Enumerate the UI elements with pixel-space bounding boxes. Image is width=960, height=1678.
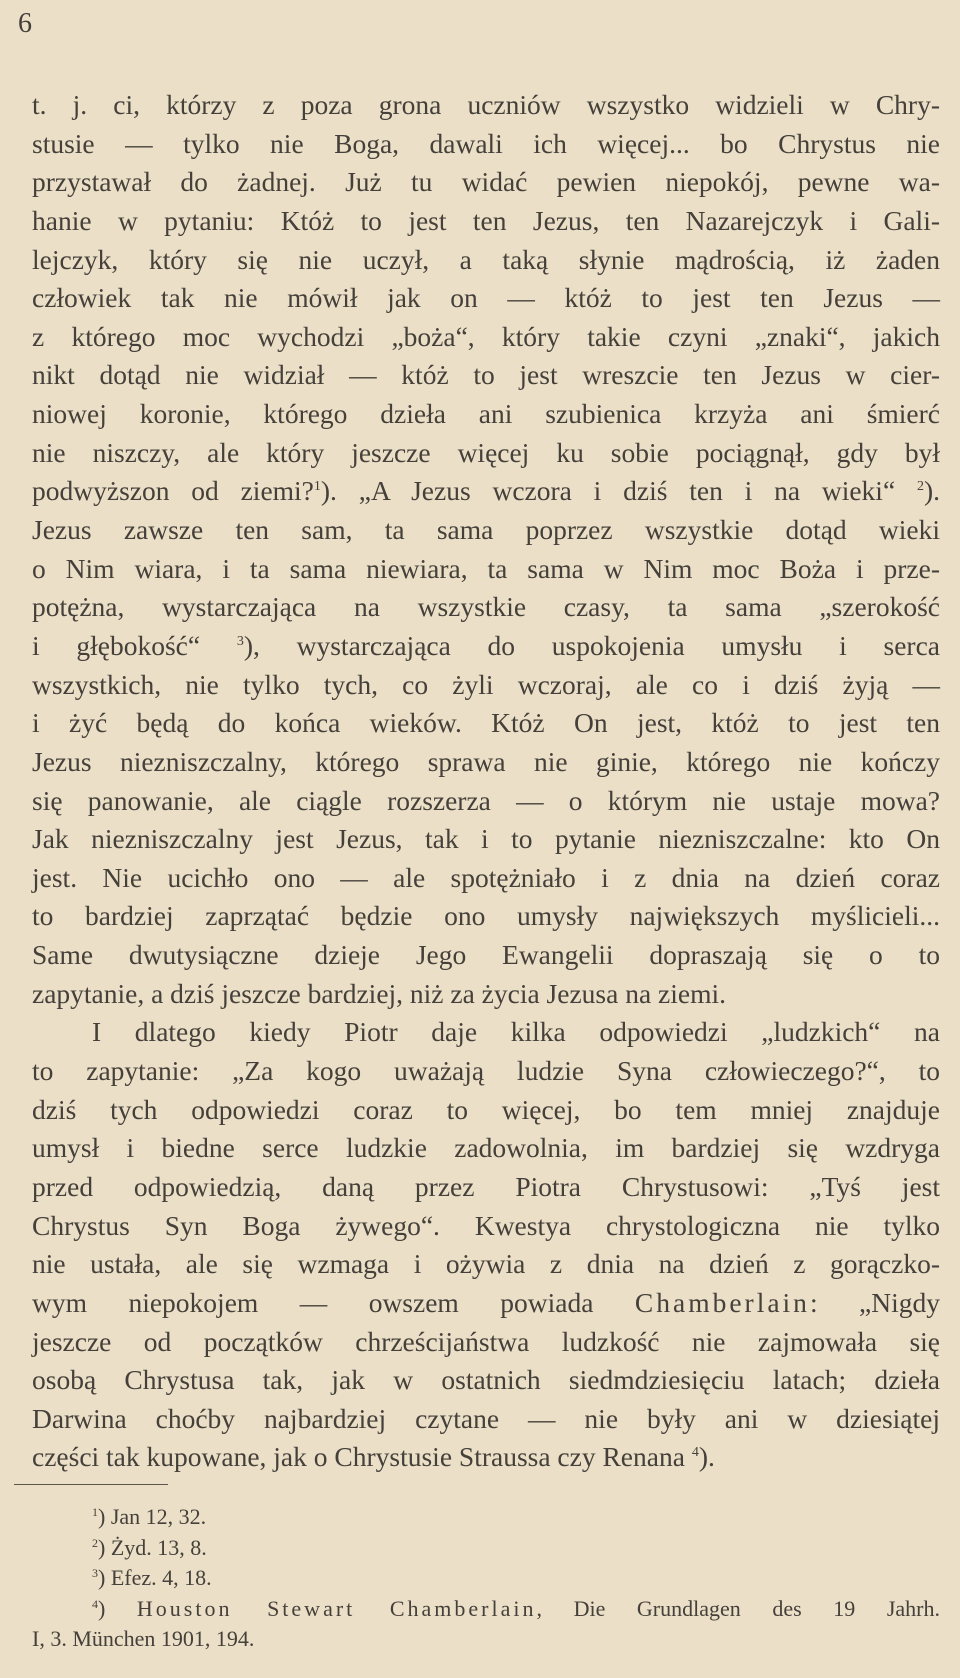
text-run: i żyć będą do końca wieków. Któż On jest, któż to jest ten bbox=[32, 707, 940, 739]
body-text bbox=[32, 86, 940, 1477]
text-line bbox=[32, 1361, 940, 1400]
text-run: Jak niezniszczalny jest Jezus, tak i to pytanie niezniszczalne: kto On bbox=[32, 823, 940, 855]
text-run: Same dwutysiączne dzieje Jego Ewangelii dopraszają się o to bbox=[32, 939, 940, 971]
text-line bbox=[32, 1207, 940, 1246]
text-line bbox=[32, 859, 940, 898]
footnote bbox=[32, 1594, 940, 1625]
text-run: jest. Nie ucichło ono — ale spotężniało i z dnia na dzień coraz bbox=[32, 861, 940, 893]
footnote-reference: 1 bbox=[313, 479, 321, 495]
text-run: wym niepokojem — owszem powiada bbox=[32, 1286, 635, 1318]
text-run: ), wystarczająca do uspokojenia umysłu i serca bbox=[243, 629, 941, 661]
text-run: części tak kupowane, jak o Chrystusie Straussa czy Renana bbox=[32, 1441, 692, 1473]
text-line bbox=[32, 86, 940, 125]
text-line bbox=[32, 434, 940, 473]
text-line bbox=[32, 666, 940, 705]
text-line bbox=[32, 318, 940, 357]
text-line bbox=[32, 1400, 940, 1439]
text-run: : „Nigdy bbox=[809, 1286, 940, 1318]
text-line bbox=[32, 356, 940, 395]
text-run: zapytanie, a dziś jeszcze bardziej, niż za życia Jezusa na ziemi. bbox=[32, 977, 726, 1009]
text-line bbox=[32, 511, 940, 550]
text-run: Houston Stewart Chamberlain bbox=[136, 1595, 537, 1621]
text-run: t. j. ci, którzy z poza grona uczniów wszystko widzieli w Chry- bbox=[32, 89, 940, 120]
text-line bbox=[32, 163, 940, 202]
text-run: niowej koronie, którego dzieła ani szubienica krzyża ani śmierć bbox=[32, 398, 940, 430]
text-run: I, 3. München 1901, 194. bbox=[32, 1626, 255, 1651]
text-run: ) bbox=[98, 1595, 137, 1621]
text-line bbox=[32, 1323, 940, 1362]
footnote bbox=[32, 1533, 940, 1564]
footnotes bbox=[32, 1502, 940, 1655]
text-run: potężna, wystarczająca na wszystkie czasy, ta sama „szerokość bbox=[32, 591, 940, 623]
text-run: to bardziej zaprzątać będzie ono umysły największych myślicieli... bbox=[32, 900, 940, 932]
footnote-reference: 1 bbox=[92, 1505, 98, 1519]
text-line bbox=[32, 395, 940, 434]
text-run: ). „A Jezus wczora i dziś ten i na wieki“ bbox=[320, 475, 917, 507]
text-run: Darwina choćby najbardziej czytane — nie były ani w dziesiątej bbox=[32, 1402, 940, 1434]
text-line bbox=[32, 1052, 940, 1091]
footnote-reference: 2 bbox=[92, 1535, 98, 1550]
text-line bbox=[32, 1284, 940, 1323]
text-line bbox=[32, 936, 940, 975]
footnote-separator bbox=[14, 1484, 168, 1485]
text-line bbox=[32, 1091, 940, 1130]
text-run: Chrystus Syn Boga żywego“. Kwestya chrystologiczna nie tylko bbox=[32, 1209, 940, 1241]
text-run: z którego moc wychodzi „boża“, który takie czyni „znaki“, jakich bbox=[32, 320, 940, 352]
text-run: jeszcze od początków chrześcijaństwa ludzkość nie zajmowała się bbox=[32, 1325, 940, 1357]
text-run: osobą Chrystusa tak, jak w ostatnich siedmdziesięciu latach; dzieła bbox=[32, 1364, 940, 1396]
footnote-reference: 3 bbox=[92, 1566, 98, 1580]
footnote-reference: 4 bbox=[691, 1445, 699, 1461]
text-run: się panowanie, ale ciągle rozszerza — o którym nie ustaje mowa? bbox=[32, 784, 940, 816]
text-run: nie ustała, ale się wzmaga i ożywia z dnia na dzień z gorączko- bbox=[32, 1248, 940, 1280]
footnote-reference: 3 bbox=[236, 633, 244, 649]
footnote-reference: 2 bbox=[916, 479, 924, 495]
text-run: I dlatego kiedy Piotr daje kilka odpowiedzi „ludzkich“ na bbox=[92, 1016, 940, 1048]
footnote-reference: 4 bbox=[92, 1596, 98, 1611]
text-line bbox=[32, 550, 940, 589]
text-line bbox=[32, 1245, 940, 1284]
text-run: ) Jan 12, 32. bbox=[98, 1504, 207, 1529]
text-run: Jezus zawsze ten sam, ta sama poprzez wszystkie dotąd wieki bbox=[32, 514, 940, 546]
text-line bbox=[32, 743, 940, 782]
footnote bbox=[32, 1563, 940, 1594]
footnote bbox=[32, 1624, 940, 1655]
text-run: nie niszczy, ale który jeszcze więcej ku sobie pociągnął, gdy był bbox=[32, 436, 940, 468]
text-run: przed odpowiedzią, daną przez Piotra Chrystusowi: „Tyś jest bbox=[32, 1170, 940, 1202]
footnote bbox=[32, 1502, 940, 1533]
text-line bbox=[32, 1438, 940, 1477]
text-run: Chamberlain bbox=[634, 1286, 810, 1318]
text-run: to zapytanie: „Za kogo uważają ludzie Syna człowieczego?“, to bbox=[32, 1055, 940, 1087]
text-line bbox=[32, 1013, 940, 1052]
text-line bbox=[32, 202, 940, 241]
text-run: ). bbox=[698, 1441, 715, 1473]
text-line bbox=[32, 897, 940, 936]
text-line bbox=[32, 125, 940, 164]
text-line bbox=[32, 975, 940, 1014]
text-run: człowiek tak nie mówił jak on — któż to jest ten Jezus — bbox=[32, 282, 940, 314]
text-run: ). bbox=[923, 475, 941, 507]
text-run: stusie — tylko nie Boga, dawali ich więcej... bo Chrystus nie bbox=[32, 127, 940, 159]
text-run: przystawał do żadnej. Już tu widać pewien niepokój, pewne wa- bbox=[32, 166, 940, 198]
text-run: , Die Grundlagen des 19 Jahrh. bbox=[536, 1595, 940, 1621]
text-run: wszystkich, nie tylko tych, co żyli wczoraj, ale co i dziś żyją — bbox=[32, 668, 940, 700]
text-line bbox=[32, 279, 940, 318]
text-run: lejczyk, który się nie uczył, a taką słynie mądrością, iż żaden bbox=[32, 243, 940, 275]
text-line bbox=[32, 241, 940, 280]
text-run: i głębokość“ bbox=[32, 629, 237, 661]
text-run: dziś tych odpowiedzi coraz to więcej, bo tem mniej znajduje bbox=[32, 1093, 940, 1125]
text-line bbox=[32, 627, 940, 666]
text-line bbox=[32, 588, 940, 627]
text-run: ) Żyd. 13, 8. bbox=[98, 1534, 207, 1560]
text-run: hanie w pytaniu: Któż to jest ten Jezus, ten Nazarejczyk i Gali- bbox=[32, 204, 940, 236]
text-run: ) Efez. 4, 18. bbox=[98, 1565, 212, 1590]
page-number: 6 bbox=[18, 8, 32, 39]
text-line bbox=[32, 820, 940, 859]
text-line bbox=[32, 704, 940, 743]
text-run: Jezus niezniszczalny, którego sprawa nie ginie, którego nie kończy bbox=[32, 745, 940, 777]
text-run: o Nim wiara, i ta sama niewiara, ta sama w Nim moc Boża i prze- bbox=[32, 552, 940, 584]
text-line bbox=[32, 1129, 940, 1168]
text-line bbox=[32, 472, 940, 511]
text-run: podwyższon od ziemi? bbox=[32, 475, 314, 507]
text-line bbox=[32, 1168, 940, 1207]
text-line bbox=[32, 782, 940, 821]
text-run: umysł i biedne serce ludzkie zadowolnia, im bardziej się wzdryga bbox=[32, 1132, 940, 1164]
text-run: nikt dotąd nie widział — któż to jest wreszcie ten Jezus w cier- bbox=[32, 359, 940, 391]
